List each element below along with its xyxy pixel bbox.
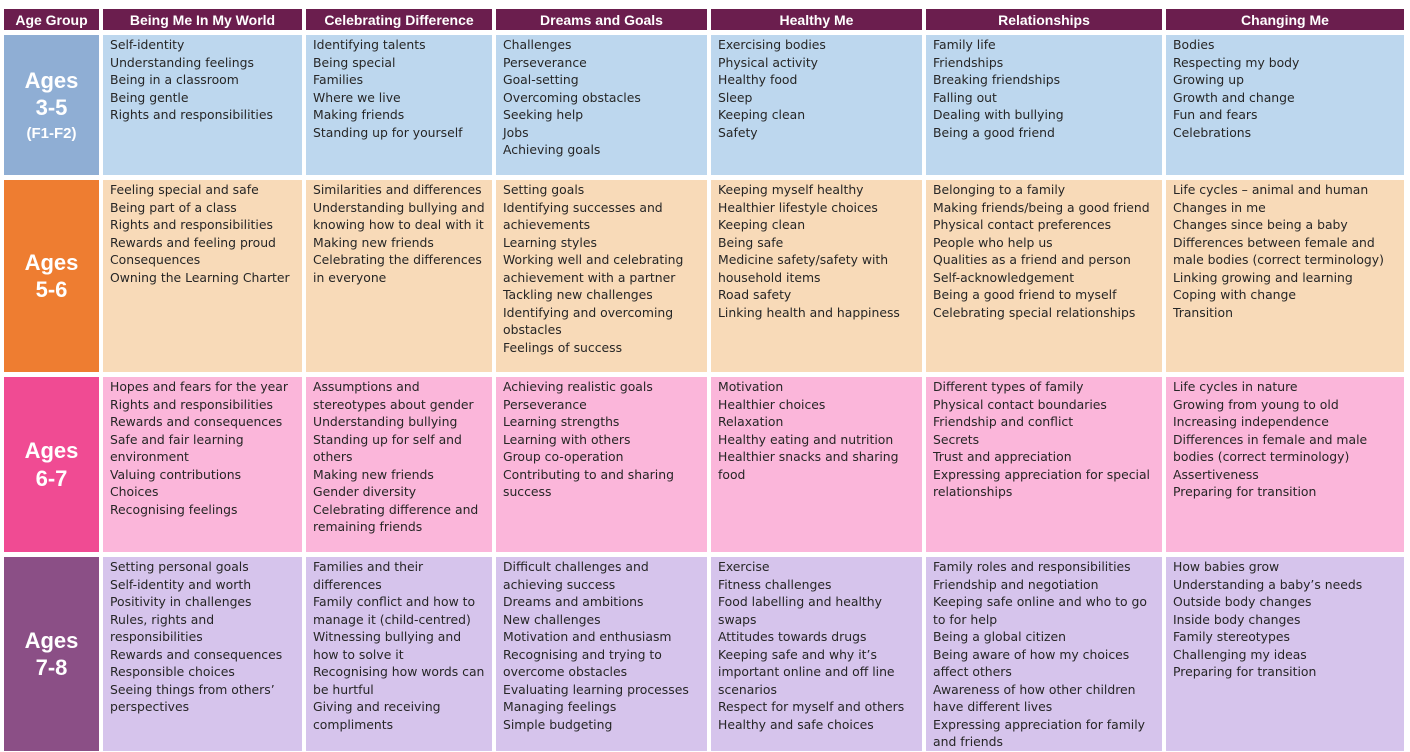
topic-item: Safe and fair learning environment [110,431,244,464]
topic-item: Healthy eating and nutrition [718,431,894,447]
topic-item: Growth and change [1173,89,1295,105]
topic-cell [496,377,707,552]
topic-item: Positivity in challenges [110,594,252,609]
topic-item: Making friends [313,107,405,122]
age-label-word: Ages [24,249,79,275]
topic-item: Learning with others [503,431,631,447]
topic-cell [926,35,1162,175]
topic-item: Physical contact preferences [933,217,1112,232]
topic-item: Rights and responsibilities [110,217,273,232]
topic-item: Goal-setting [503,72,579,87]
topic-item: Being a global citizen [933,629,1067,644]
header-age-group: Age Group [4,9,99,30]
topic-item: Sleep [718,89,753,105]
topic-item: Differences between female and male bodies (correct terminology) [1173,234,1384,267]
age-label-word: Ages [24,67,79,93]
topic-item: Seeing things from others’ perspectives [110,681,275,714]
topic-item: Jobs [503,124,529,140]
topic-item: Consequences [110,252,201,267]
topic-item: Learning styles [503,234,597,250]
topic-item: Differences in female and male bodies (correct terminology) [1173,431,1368,464]
topic-item: Self-identity and worth [110,576,252,592]
topic-item: Medicine safety/safety with household items [718,252,889,285]
topic-item: Trust and appreciation [933,449,1072,464]
topic-item: Dreams and ambitions [503,594,644,609]
topic-item: Celebrating special relationships [933,304,1136,320]
topic-item: Rights and responsibilities [110,396,273,412]
topic-item: Keeping clean [718,107,806,122]
topic-item: Recognising how words can be hurtful [313,664,485,697]
topic-item: Celebrations [1173,124,1252,140]
topic-item: Standing up for self and others [313,431,462,464]
topic-item: Motivation and enthusiasm [503,629,672,644]
topic-cell [496,180,707,372]
topic-item: Families and their differences [313,559,424,592]
age-label-range: 3-5 [35,95,68,121]
topic-item: Gender diversity [313,484,417,499]
topic-item: Attitudes towards drugs [718,629,867,644]
topic-item: Setting goals [503,182,585,197]
topic-item: Friendship and negotiation [933,576,1099,592]
topic-item: Friendship and conflict [933,414,1074,429]
age-label-5-6 [4,180,99,372]
topic-item: New challenges [503,611,601,627]
topic-cell [926,557,1162,751]
topic-cell [306,377,492,552]
topic-item: Understanding bullying [313,414,458,429]
age-label-6-7 [4,377,99,552]
topic-item: Learning strengths [503,414,620,429]
topic-item: Making new friends [313,466,434,482]
topic-item: Healthier snacks and sharing food [718,449,899,482]
topic-item: Breaking friendships [933,72,1061,87]
topic-item: Making friends/being a good friend [933,199,1150,215]
age-label-stage: (F1-F2) [26,124,77,142]
topic-item: Identifying successes and achievements [503,199,663,232]
topic-item: Belonging to a family [933,182,1066,197]
topic-item: Life cycles in nature [1173,379,1298,394]
topic-item: Family stereotypes [1173,629,1290,644]
header-healthy-me: Healthy Me [711,9,922,30]
topic-item: Rewards and consequences [110,646,283,662]
topic-cell [926,180,1162,372]
topic-item: Understanding bullying and knowing how to deal with it [313,199,485,232]
topic-item: Healthy food [718,72,798,87]
topic-item: Different types of family [933,379,1084,394]
topic-item: Relaxation [718,414,784,429]
topic-item: Feelings of success [503,339,623,355]
topic-item: Understanding feelings [110,54,254,70]
topic-cell [306,557,492,751]
age-label-3-5 [4,35,99,175]
topic-item: Recognising feelings [110,501,238,517]
topic-item: Difficult challenges and achieving success [503,559,649,592]
header-relationships: Relationships [926,9,1162,30]
topic-item: Family life [933,37,996,52]
topic-item: Choices [110,484,159,499]
topic-item: Similarities and differences [313,182,482,197]
topic-item: Perseverance [503,396,587,412]
topic-item: Simple budgeting [503,716,613,732]
topic-item: Food labelling and healthy swaps [718,594,882,627]
topic-item: Respecting my body [1173,54,1300,70]
topic-item: Where we live [313,89,401,105]
topic-cell [1166,35,1404,175]
topic-item: Transition [1173,304,1233,320]
topic-item: Tackling new challenges [503,287,653,302]
header-dreams-goals: Dreams and Goals [496,9,707,30]
topic-item: Motivation [718,379,784,394]
age-label-range: 5-6 [35,277,68,302]
topic-item: Preparing for transition [1173,484,1317,499]
age-label-range: 6-7 [35,465,68,491]
topic-item: Linking health and happiness [718,304,900,320]
topic-item: Keeping safe and why it’s important online and off line scenarios [718,646,895,697]
header-celebrating-difference: Celebrating Difference [306,9,492,30]
topic-item: Keeping clean [718,217,806,232]
topic-item: Changes since being a baby [1173,217,1348,232]
topic-item: Exercise [718,559,770,574]
topic-item: Inside body changes [1173,611,1301,627]
topic-item: Increasing independence [1173,414,1329,429]
topic-item: Challenges [503,37,572,52]
topic-item: Overcoming obstacles [503,89,641,105]
topic-item: Healthier choices [718,396,826,412]
topic-item: Families [313,72,364,87]
topic-item: Being part of a class [110,199,237,215]
topic-item: Being in a classroom [110,72,239,87]
topic-item: Being a good friend [933,124,1055,140]
topic-item: Dealing with bullying [933,107,1064,122]
topic-item: Rights and responsibilities [110,107,273,122]
topic-item: Coping with change [1173,287,1297,302]
header-changing-me: Changing Me [1166,9,1404,30]
topic-item: Physical contact boundaries [933,396,1107,412]
topic-item: Being a good friend to myself [933,287,1117,302]
topic-item: Seeking help [503,107,584,122]
topic-item: Healthy and safe choices [718,716,874,732]
topic-item: Understanding a baby’s needs [1173,576,1363,592]
topic-item: Owning the Learning Charter [110,269,290,285]
topic-item: Rewards and feeling proud [110,234,276,250]
topic-item: Qualities as a friend and person [933,252,1131,267]
topic-cell [711,557,922,751]
topic-item: Safety [718,124,758,140]
topic-item: Family roles and responsibilities [933,559,1131,574]
topic-item: Assertiveness [1173,466,1259,482]
topic-item: Fitness challenges [718,576,832,592]
topic-item: Standing up for yourself [313,124,463,140]
topic-item: Giving and receiving compliments [313,699,441,732]
topic-cell [1166,377,1404,552]
topic-item: Expressing appreciation for family and friends [933,716,1145,749]
topic-cell [1166,557,1404,751]
topic-cell [496,557,707,751]
topic-item: Contributing to and sharing success [503,466,674,499]
topic-item: Rules, rights and responsibilities [110,611,215,644]
topic-item: How babies grow [1173,559,1280,574]
topic-item: Healthier lifestyle choices [718,199,878,215]
topic-item: Respect for myself and others [718,699,905,714]
topic-item: Celebrating the differences in everyone [313,252,482,285]
age-label-range: 7-8 [35,655,68,680]
topic-item: Family conflict and how to manage it (child-centred) [313,594,476,627]
topic-cell [306,35,492,175]
topic-cell [103,557,302,751]
topic-item: Evaluating learning processes [503,681,689,697]
topic-item: Rewards and consequences [110,414,283,429]
topic-item: Falling out [933,89,997,105]
topic-cell [496,35,707,175]
topic-item: Setting personal goals [110,559,249,574]
topic-item: Self-acknowledgement [933,269,1075,285]
topic-item: Assumptions and stereotypes about gender [313,379,474,412]
topic-item: Preparing for transition [1173,664,1317,679]
topic-item: Being gentle [110,89,189,105]
header-being-me: Being Me In My World [103,9,302,30]
curriculum-table [4,9,1404,751]
topic-item: Keeping safe online and who to go to for help [933,594,1148,627]
topic-item: Changes in me [1173,199,1266,215]
topic-item: Growing up [1173,72,1244,87]
age-label-word: Ages [24,627,79,653]
topic-item: Physical activity [718,54,819,70]
topic-item: Challenging my ideas [1173,646,1307,662]
topic-item: Celebrating difference and remaining friends [313,501,479,534]
topic-item: Identifying talents [313,37,426,52]
topic-item: Bodies [1173,37,1215,52]
topic-cell [103,35,302,175]
topic-item: Working well and celebrating achievement with a partner [503,252,684,285]
topic-cell [103,180,302,372]
topic-cell [711,377,922,552]
topic-item: Witnessing bullying and how to solve it [313,629,462,662]
topic-cell [711,180,922,372]
topic-cell [306,180,492,372]
topic-item: Achieving realistic goals [503,379,653,394]
topic-item: Achieving goals [503,142,601,157]
topic-cell [926,377,1162,552]
topic-item: Secrets [933,431,980,447]
topic-item: Making new friends [313,234,434,250]
topic-item: Identifying and overcoming obstacles [503,304,674,337]
age-label-7-8 [4,557,99,751]
topic-item: Outside body changes [1173,594,1312,609]
topic-item: Valuing contributions [110,466,242,482]
topic-item: Recognising and trying to overcome obstacles [503,646,662,679]
topic-item: Exercising bodies [718,37,826,52]
topic-cell [1166,180,1404,372]
topic-item: Keeping myself healthy [718,182,864,197]
topic-item: Expressing appreciation for special relationships [933,466,1150,499]
topic-item: Growing from young to old [1173,396,1339,412]
topic-item: Responsible choices [110,664,235,679]
topic-item: Linking growing and learning [1173,269,1353,285]
topic-item: Managing feelings [503,699,617,714]
topic-item: People who help us [933,234,1053,250]
topic-item: Feeling special and safe [110,182,259,197]
topic-item: Perseverance [503,54,587,70]
age-label-word: Ages [24,438,79,463]
topic-item: Awareness of how other children have different lives [933,681,1136,714]
topic-cell [103,377,302,552]
topic-item: Life cycles – animal and human [1173,182,1369,197]
topic-item: Being aware of how my choices affect others [933,646,1130,679]
topic-item: Being safe [718,234,784,250]
topic-item: Being special [313,54,396,70]
topic-item: Hopes and fears for the year [110,379,288,394]
topic-item: Self-identity [110,37,185,52]
topic-cell [711,35,922,175]
topic-item: Road safety [718,287,792,302]
topic-item: Group co-operation [503,449,624,464]
topic-item: Friendships [933,54,1004,70]
topic-item: Fun and fears [1173,107,1258,122]
